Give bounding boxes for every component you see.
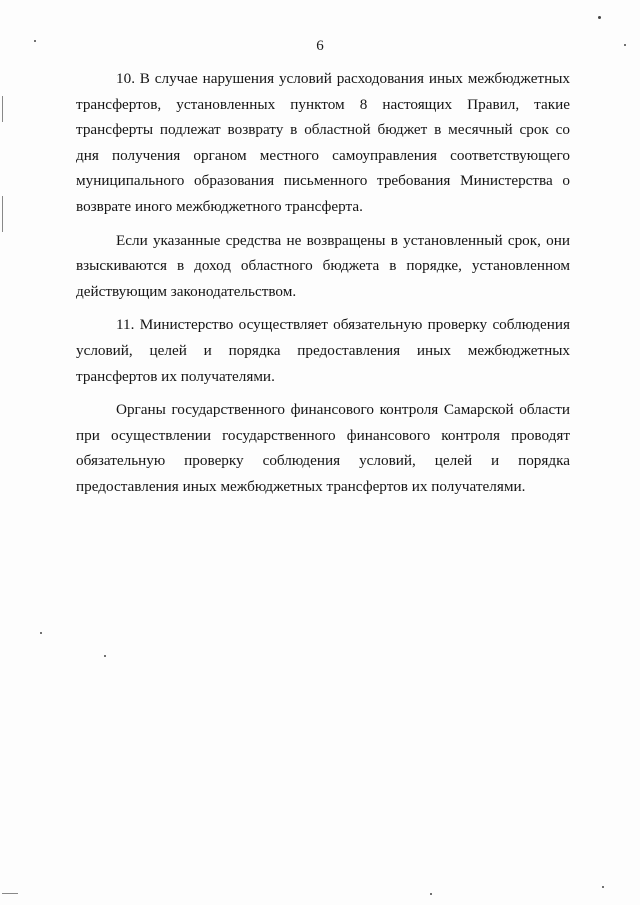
scan-speck: [598, 16, 601, 19]
scan-speck: [430, 893, 432, 895]
scan-edge-mark: [2, 96, 3, 122]
text-line: трансфертов их получателями.: [76, 367, 275, 385]
scan-speck: [602, 886, 604, 888]
text-line: 11. Министерство осуществляет обязательную проверку соблюдения: [116, 316, 570, 334]
text-line: Органы государственного финансового контроля Самарской области: [116, 401, 570, 419]
scan-edge-mark: [2, 893, 18, 894]
scan-speck: [624, 44, 626, 46]
text-line: трансферты подлежат возврату в областной бюджет в месячный срок со: [76, 121, 570, 139]
scan-speck: [34, 40, 36, 42]
paragraph-11: [76, 312, 570, 389]
text-line: муниципального образования письменного требования Министерства о: [76, 172, 570, 190]
text-line: предоставления иных межбюджетных трансфертов их получателями.: [76, 477, 526, 495]
text-line: 10. В случае нарушения условий расходования иных межбюджетных: [116, 70, 570, 87]
scan-speck: [104, 655, 106, 657]
paragraph-10-recovery: [76, 228, 570, 305]
scan-edge-mark: [2, 196, 3, 232]
paragraph-11-control: [76, 397, 570, 499]
page-number: 6: [316, 38, 324, 54]
text-line: Если указанные средства не возвращены в установленный срок, они: [116, 231, 570, 249]
text-line: трансфертов, установленных пунктом 8 настоящих Правил, такие: [76, 95, 570, 113]
paragraph-10: [76, 66, 570, 220]
text-line: взыскиваются в доход областного бюджета в порядке, установленном: [76, 257, 570, 275]
text-line: обязательную проверку соблюдения условий, целей и порядка: [76, 452, 570, 470]
text-line: условий, целей и порядка предоставления иных межбюджетных: [76, 341, 570, 359]
text-line: действующим законодательством.: [76, 282, 297, 300]
text-line: возврате иного межбюджетного трансферта.: [76, 197, 363, 215]
scan-speck: [40, 632, 42, 634]
document-body: [76, 66, 570, 500]
text-line: при осуществлении государственного финансового контроля проводят: [76, 426, 570, 444]
text-line: дня получения органом местного самоуправления соответствующего: [76, 146, 570, 164]
